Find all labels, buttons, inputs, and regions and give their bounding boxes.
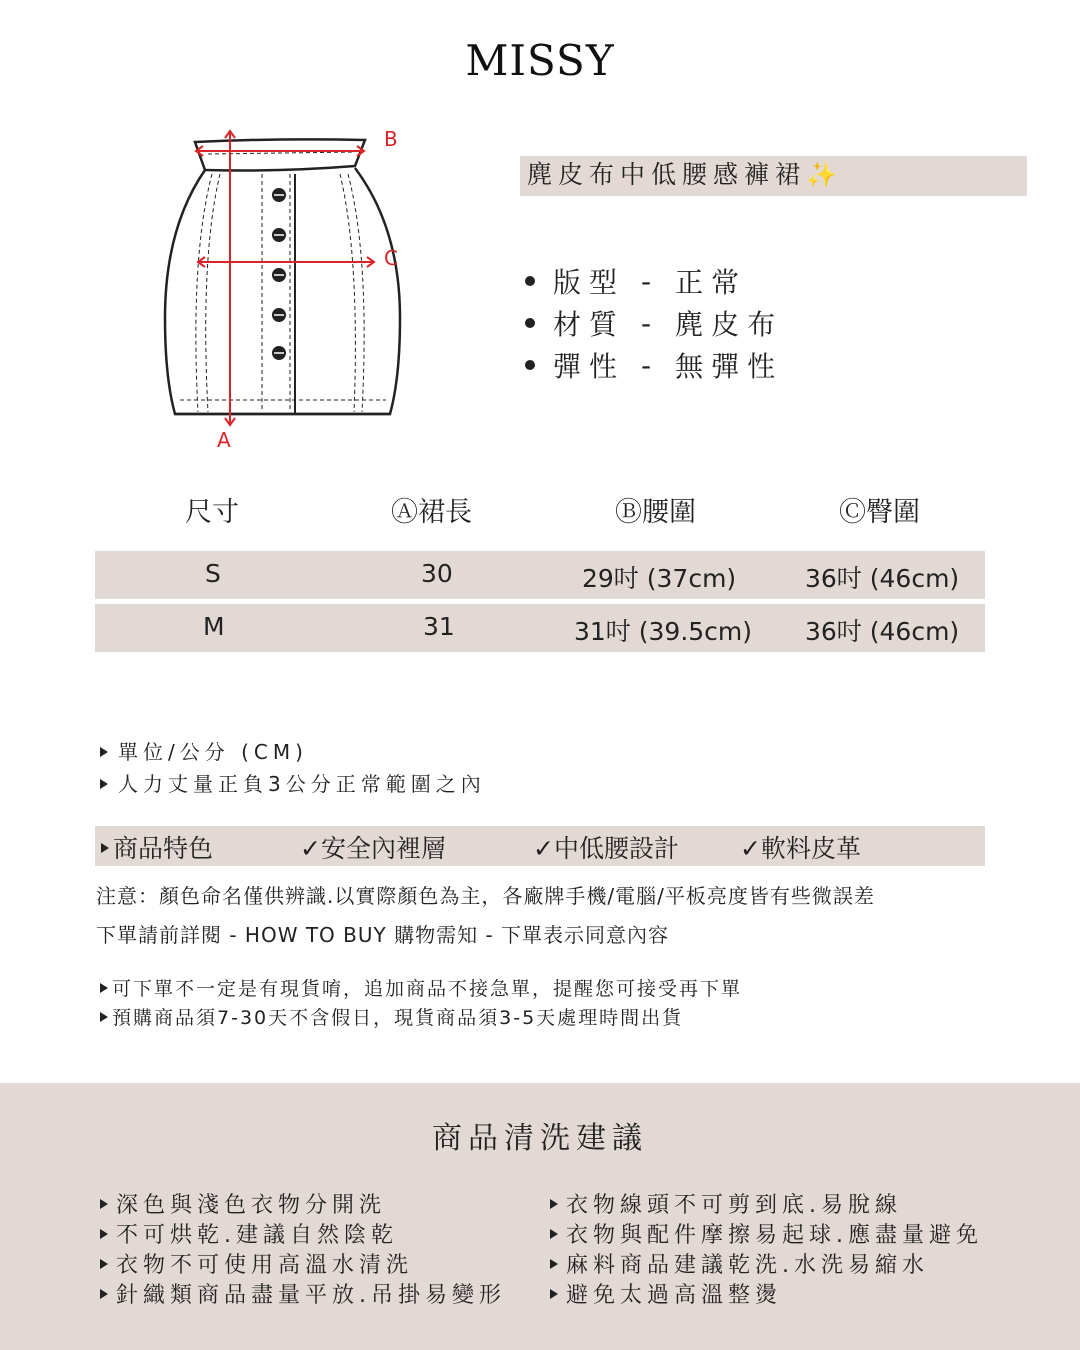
wash-item: 衣物不可使用高溫水清洗 [100,1251,506,1281]
measure-label-a: A [217,428,231,452]
wash-list-right [550,1191,983,1311]
wash-item: 衣物線頭不可剪到底.易脫線 [550,1191,983,1221]
skirt-buttons [272,188,286,360]
header-waist: Ⓑ腰圍 [615,497,696,528]
caution-line: 下單請前詳閱 - HOW TO BUY 購物需知 - 下單表示同意內容 [96,923,670,947]
measure-label-c: C [384,246,398,270]
wash-item: 深色與淺色衣物分開洗 [100,1191,506,1221]
triangle-bullet-icon [100,1199,108,1209]
bullet-icon [525,360,535,370]
table-row: M 31 31吋 (39.5cm) 36吋 (46cm) [95,604,985,652]
spec-item: 版型 - 正常 [525,260,783,302]
spec-item: 彈性 - 無彈性 [525,344,783,386]
product-title [527,157,837,193]
wash-list-left [100,1191,506,1311]
feature-bar [95,826,985,866]
caution-line: 注意：顏色命名僅供辨識.以實際顏色為主，各廠牌手機/電腦/平板亮度皆有些微誤差 [96,884,875,908]
skirt-body [165,168,400,414]
header-length: Ⓐ裙長 [391,497,472,528]
feature-label: 商品特色 [101,829,213,865]
triangle-bullet-icon [100,1229,108,1239]
bullet-icon [525,318,535,328]
wash-item: 衣物與配件摩擦易起球.應盡量避免 [550,1221,983,1251]
triangle-bullet-icon [550,1229,558,1239]
feature-item: ✓安全內裡層 [300,834,446,863]
wash-item: 麻料商品建議乾洗.水洗易縮水 [550,1251,983,1281]
triangle-bullet-icon [550,1199,558,1209]
bullet-icon [525,276,535,286]
triangle-bullet-icon [550,1289,558,1299]
order-note: 預購商品須7-30天不含假日，現貨商品須3-5天處理時間出貨 [100,1003,683,1030]
header-size: 尺寸 [185,497,239,528]
order-note: 可下單不一定是有現貨唷，追加商品不接急單，提醒您可接受再下單 [100,974,742,1001]
spec-list [525,260,783,386]
feature-item: ✓軟料皮革 [740,834,861,863]
triangle-bullet-icon [550,1259,558,1269]
triangle-bullet-icon [100,779,108,789]
feature-item: ✓中低腰設計 [533,834,679,863]
spec-item: 材質 - 麂皮布 [525,302,783,344]
note-item: 單位/公分 (CM) [100,736,308,765]
triangle-bullet-icon [100,747,108,757]
skirt-waistband [195,139,365,170]
table-row: S 30 29吋 (37cm) 36吋 (46cm) [95,551,985,599]
header-hip: Ⓒ臀圍 [839,497,920,528]
triangle-bullet-icon [101,843,109,853]
wash-title: 商品清洗建議 [432,1121,648,1156]
skirt-diagram [150,118,420,458]
product-title-text: 麂皮布中低腰感褲裙 [527,160,807,189]
sparkle-icon: ✨ [806,160,838,189]
note-item: 人力丈量正負3公分正常範圍之內 [100,768,486,797]
brand-logo: MISSY [465,36,615,85]
triangle-bullet-icon [100,1289,108,1299]
wash-item: 避免太過高溫整燙 [550,1281,983,1311]
wash-item: 針織類商品盡量平放.吊掛易變形 [100,1281,506,1311]
measure-label-b: B [384,127,398,151]
size-table-header [95,490,985,530]
wash-item: 不可烘乾.建議自然陰乾 [100,1221,506,1251]
triangle-bullet-icon [100,1012,108,1022]
triangle-bullet-icon [100,1259,108,1269]
triangle-bullet-icon [100,983,108,993]
